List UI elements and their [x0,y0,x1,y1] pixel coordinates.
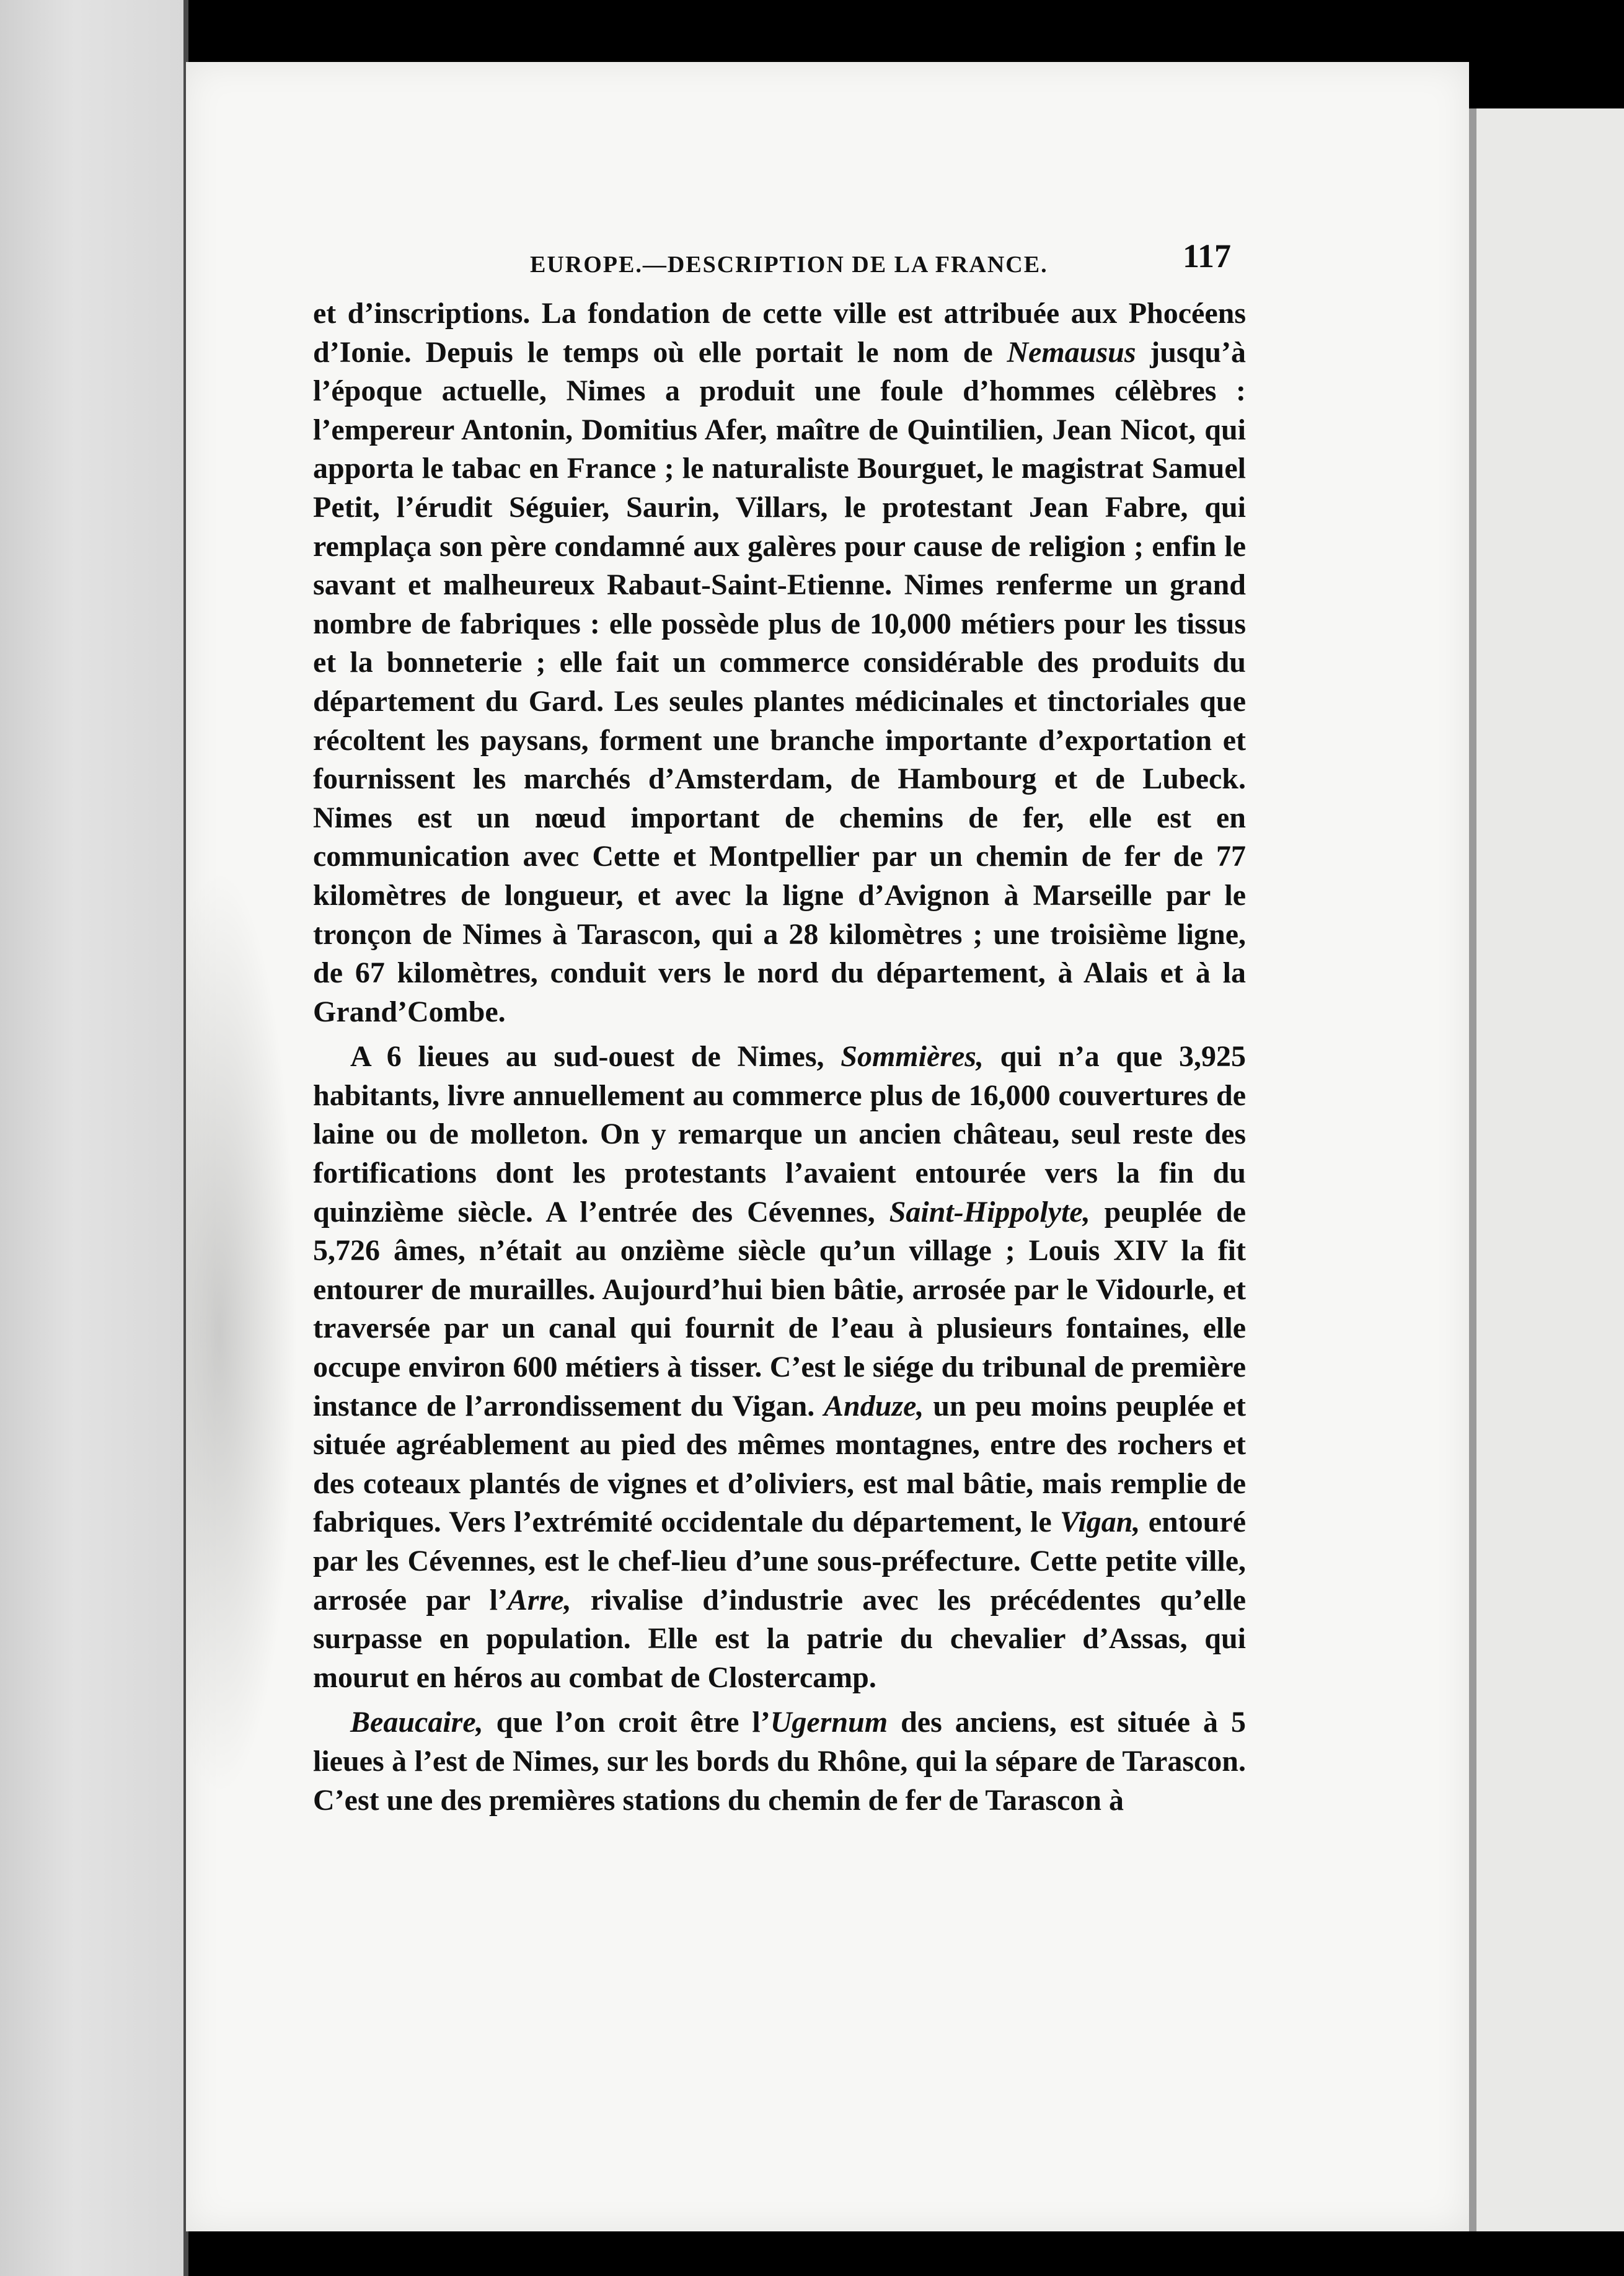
italic-place-name: Vigan, [1059,1506,1141,1539]
italic-place-name: Arre, [507,1583,571,1617]
italic-place-name: Nemausus [1007,335,1136,369]
next-page-edge [1469,108,1624,2231]
paragraph [313,294,1246,1031]
body-text [313,294,1246,1820]
text-run: que l’on croit être l’ [483,1706,770,1739]
running-title: EUROPE.—DESCRIPTION DE LA FRANCE. [530,252,1048,278]
text-run: peuplée de 5,726 âmes, n’était au onzième siècle qu’un village ; Louis XIV la fit entourer de murailles. Aujourd’hui bien bâtie, arrosée par le Vidourle, et traversée par un canal qui fournit de l’eau à plusieurs fontaines, elle occupe environ 600 métiers à tisser. C’est le siége du tribunal de première instance de l’arrondissement du Vigan. [313,1195,1246,1423]
italic-place-name: Ugernum [770,1706,888,1739]
page-edge-shadow [1469,108,1476,2231]
paragraph [313,1038,1246,1697]
text-run: qui n’a que 3,925 habitants, livre annuellement au commerce plus de 16,000 couvertures de laine ou de molleton. On y remarque un ancien château, seul reste des fortifications dont les protestants l’avaient entourée vers la fin du quinzième siècle. A l’entrée des Cévennes, [313,1040,1246,1228]
text-run: et d’inscriptions. La fondation de cette ville est attribuée aux Phocéens d’Ionie. Depuis le temps où elle portait le nom de [313,297,1246,369]
facing-page-margin [0,0,186,2276]
text-run: A 6 lieues au sud-ouest de Nimes, [350,1040,841,1074]
italic-place-name: Saint-Hippolyte, [889,1195,1090,1228]
italic-place-name: Sommières, [841,1040,984,1074]
text-run: entouré par les Cévennes, est le chef-lieu d’une sous-préfecture. Cette petite ville, arrosée par l’ [313,1506,1246,1617]
paper-stain [186,868,298,1797]
italic-place-name: Anduze, [824,1389,924,1423]
text-run: un peu moins peuplée et située agréablement au pied des mêmes montagnes, entre des rochers et des coteaux plantés de vignes et d’oliviers, est mal bâtie, mais remplie de fabriques. Vers l’extrémité occidentale du département, le [313,1389,1247,1539]
text-run: rivalise d’industrie avec les précédentes qu’elle surpasse en population. Elle est la patrie du chevalier d’Assas, qui mourut en héros au combat de Clostercamp. [313,1583,1247,1694]
text-run: des anciens, est située à 5 lieues à l’est de Nimes, sur les bords du Rhône, qui la sépare de Tarascon. C’est une des premières stations du chemin de fer de Tarascon à [313,1706,1247,1817]
page-number: 117 [1183,237,1232,275]
text-run: jusqu’à l’époque actuelle, Nimes a produit une foule d’hommes célèbres : l’empereur Antonin, Domitius Afer, maître de Quintilien, Jean Nicot, qui apporta le tabac en France ; le naturaliste Bourguet, le magistrat Samuel Petit, l’érudit Séguier, Saurin, Villars, le protestant Jean Fabre, qui remplaça son père condamné aux galères pour cause de religion ; enfin le savant et malheureux Rabaut-Saint-Etienne. Nimes renferme un grand nombre de fabriques : elle possède plus de 10,000 métiers pour les tissus et la bonneterie ; elle fait un commerce considérable des produits du département du Gard. Les seules plantes médicinales et tinctoriales que récoltent les paysans, forment une branche importante d’exportation et fournissent les marchés d’Amsterdam, de Hambourg et de Lubeck. Nimes est un nœud important de chemins de fer, elle est en communication avec Cette et Montpellier par un chemin de fer de 77 kilomètres de longueur, et avec la ligne d’Avignon à Marseille par le tronçon de Nimes à Tarascon, qui a 28 kilomètres ; une troisième ligne, de 67 kilomètres, conduit vers le nord du département, à Alais et à la Grand’Combe. [313,335,1246,1028]
italic-place-name: Beaucaire, [350,1706,483,1739]
paragraph [313,1703,1246,1820]
